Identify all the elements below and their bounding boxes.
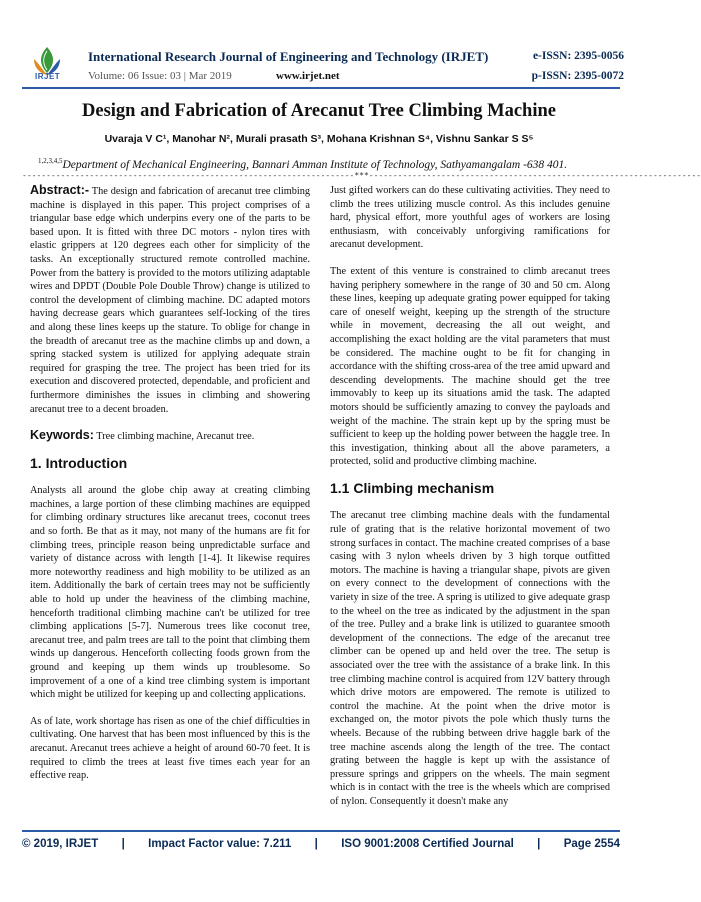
logo-text: IRJET [35, 72, 61, 81]
introduction-heading: 1. Introduction [30, 454, 128, 471]
footer-separator: | [537, 838, 541, 850]
affiliation-superscript: 1,2,3,4,5 [38, 157, 63, 165]
keywords [30, 429, 310, 444]
journal-header [0, 0, 638, 90]
p-issn: p-ISSN: 2395-0072 [531, 70, 624, 82]
abstract [30, 184, 310, 416]
affiliation [38, 157, 618, 171]
left-column [30, 184, 310, 796]
abstract-text: The design and fabrication of arecanut tree climbing machine is displayed in this paper. This project comprises of a triangular base edge which underpins every one of the parts to be based upon. It is fitted with three DC motors - nylon tires with elastic grippers at 120 degrees each other for simplicity of the tasks. An exceptionally structured remote controlled machine. Power from the battery is provided to the motors utilizing adaptable wires and DPDT (Double Pole Double Throw) change is utilized to control the development of climbing machine. DC adapted motors having decrease gears which guarantees self-locking of the tires and along these lines keeps up the stature. To oblige for change in the breadth of arecanut tree as the machine climbs up and down, a spring stacked system is utilized for applying adequate strain required for grasping the tree. The project has been tried for its execution and discovered protected, dependable, and proficient and furthermore diminishes the issues in climbing and showering arecanut tree to a decent broaden. [30, 186, 311, 415]
footer-impact-factor: Impact Factor value: 7.211 [148, 838, 292, 850]
volume-issue: Volume: 06 Issue: 03 | Mar 2019 [88, 70, 232, 82]
paper-title: Design and Fabrication of Arecanut Tree Climbing Machine [82, 101, 556, 121]
author-list: Uvaraja V C¹, Manohar N², Murali prasath S³, Mohana Krishnan S⁴, Vishnu Sankar S S⁵ [104, 133, 534, 145]
journal-name: International Research Journal of Engineering and Technology (IRJET) [88, 49, 489, 64]
page-footer [22, 838, 620, 850]
header-rule [22, 87, 620, 89]
footer-page-number: Page 2554 [563, 838, 620, 850]
right-column [330, 184, 610, 822]
mechanism-paragraph: The arecanut tree climbing machine deals with the fundamental rule of grating that is the relative horizontal movement of two strong surfaces in contact. The machine created comprises of a base casing with 3 nylon wheels driven by 3 high torque outfitted motors. The machine is having a triangular shape, pivots are given on every connect to the development of connections with the variety in size of the tree. A spring is utilized to give adequate grasp to the wheel on the tree as indicated by the adjustment in the span of the tree. Pulley and a brake link is utilized to guarantee smooth development of the connections. The edge of the arecanut tree climber can be opened up and held over the tree. The setup is associated over the tree with the assistance of a brake link. In this tree climbing machine control is acquired from 12V battery through which drive motors are empowered. The remote is utilized to control the machine. At the point when the drive motor is exchanged on, the motor pivots the pole which thusly turns the wheels. Because of the rubbing between drive haggle bark of the tree machine ascends along the length of the tree. The contact grating between the haggle is kept up with the assistance of pressure springs and grippers on the wheels. The main segment which is in contact with the tree is the wheels which are comprised of nylon. Consequently it doesn't make any [330, 510, 610, 807]
footer-iso: ISO 9001:2008 Certified Journal [341, 838, 514, 850]
intro-paragraph-4: The extent of this venture is constrained to climb arecanut trees having periphery somewhere in the range of 30 and 50 cm. Along these lines, keeping up adequate grating power equipped for taking care of oneself weight, keeping up the strength of the structure while in movement, decreasing the all out weight, and accomplishing the exact holding are the vital parameters that must be considered. The machine ought to be fit for changing in accordance with the shifting cross-area of the tree amid upward and descending developments. The machine should get the tree immovably to keep up its situations amid the task. The adapted motors should be sufficiently amazing to convey the payloads and weight of the machine. The strain kept up by the spring must be sufficient to keep up the holding power between the haggle tree. In this investigation, thinking about all the above parameters, a protected, solid and productive climbing machine. [330, 265, 610, 468]
keywords-text: Tree climbing machine, Arecanut tree. [96, 431, 255, 443]
abstract-heading: Abstract:- [30, 183, 90, 197]
affiliation-text: Department of Mechanical Engineering, Bannari Amman Institute of Technology, Sathyamangalam -638 401. [62, 158, 568, 171]
mechanism-heading: 1.1 Climbing mechanism [330, 479, 495, 496]
footer-copyright: © 2019, IRJET [22, 838, 99, 850]
footer-rule [22, 830, 620, 832]
separator-line: ---------------------------------------------------------------------***--------------------------------------------------------------------- [22, 171, 701, 180]
intro-paragraph-2: As of late, work shortage has risen as one of the chief difficulties in cultivating. One harvest that has been most influenced by this is the arecanut. Arecanut trees achieve a height of around 60-70 feet. It is required to climb the trees at least five times each year for an effective reap. [30, 715, 310, 782]
intro-paragraph-3: Just gifted workers can do these cultivating activities. They need to climb the trees utilizing muscle control. As this includes genuine hard, physical effort, more youthful ages of workers are losing enthusiasm, with conceivably unforgiving ramifications for arecanut development. [330, 185, 610, 251]
intro-paragraph-1: Analysts all around the globe chip away at creating climbing machines, a large portion of these climbing machines are equipped for climbing ordinary structures like arecanut trees, coconut trees and so forth. Be that as it may, not many of the humans are fit for climbing trees, principle reason being unpredictable surface and variety of distance across with length [1-4]. It likewise requires more noteworthy readiness and high mobility to be utilized as an item. Additionally the bark of certain trees may not be sufficiently able to hold up under the heaviness of the climbing machine, henceforth traditional climbing machine can't be utilized for tree climbing applications [5-7]. Numerous trees like coconut tree, arecanut tree, and palm trees are tall to the point that climbing them winds up dangerous. Henceforth collecting foods grown from the ground and keeping up them winds up troublesome. So improvement of a one of a kind tree climbing system is important which might be utilized for keeping up and collecting applications. [30, 485, 310, 701]
footer-separator: | [121, 838, 125, 850]
e-issn: e-ISSN: 2395-0056 [532, 50, 624, 62]
keywords-heading: Keywords: [30, 428, 94, 443]
footer-separator: | [314, 838, 318, 850]
journal-website[interactable]: www.irjet.net [276, 70, 340, 82]
